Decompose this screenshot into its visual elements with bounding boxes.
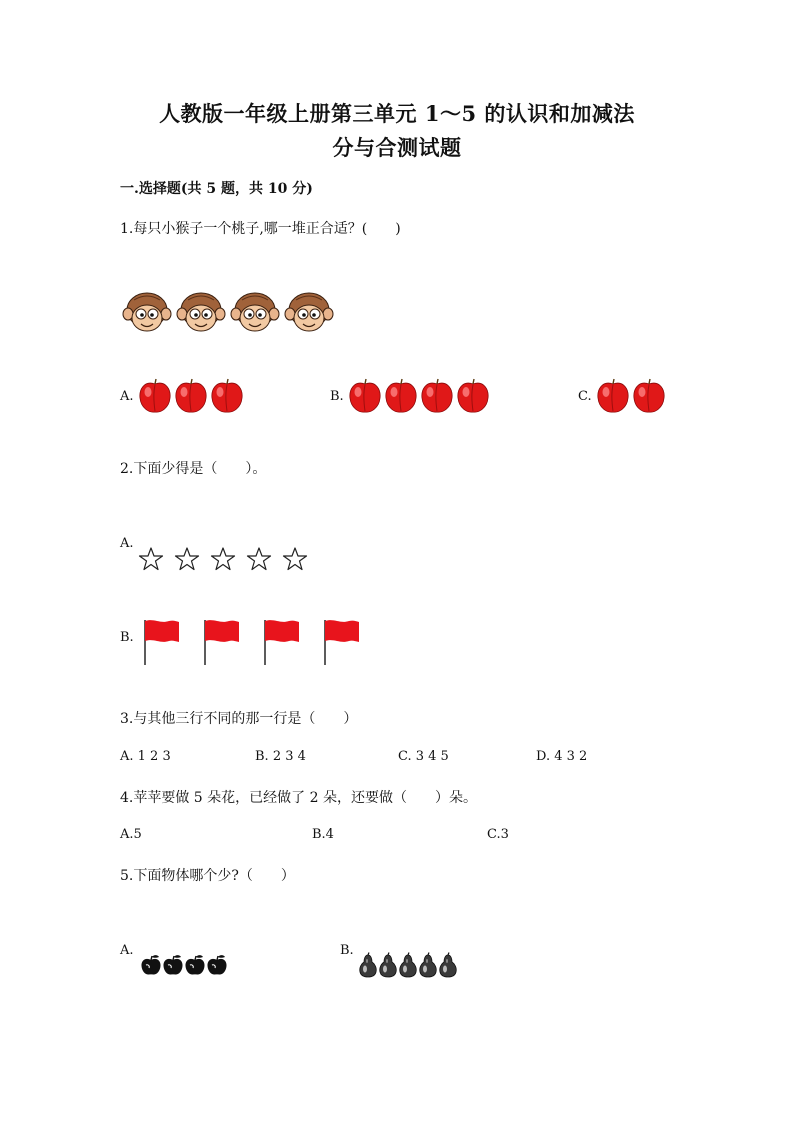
pear-icon — [378, 952, 398, 978]
pear-icon — [358, 952, 378, 978]
star-icon — [174, 546, 200, 572]
q5-option-a-label[interactable]: A. — [120, 943, 134, 958]
q4-option-b[interactable]: B.4 — [312, 827, 334, 842]
q2-option-b-label[interactable]: B. — [120, 630, 134, 645]
peach-icon — [632, 378, 666, 414]
peach-icon — [210, 378, 244, 414]
q3-option-a[interactable]: A. 1 2 3 — [120, 749, 171, 764]
q3-option-b[interactable]: B. 2 3 4 — [255, 749, 306, 764]
flag-icon — [262, 618, 300, 666]
star-icon — [138, 546, 164, 572]
page-title: 人教版一年级上册第三单元 1～5 的认识和加减法 — [159, 101, 635, 126]
q1-option-c[interactable] — [578, 378, 666, 414]
peach-icon — [174, 378, 208, 414]
apple-icon — [206, 954, 228, 976]
pear-icon — [398, 952, 418, 978]
peach-icon — [456, 378, 490, 414]
option-label: C. — [578, 388, 592, 404]
monkey-row — [122, 290, 334, 334]
peach-icon — [596, 378, 630, 414]
question-4: 4.苹苹要做 5 朵花，已经做了 2 朵，还要做（ ）朵。 — [120, 790, 477, 806]
peach-group-a — [138, 378, 244, 414]
q1-option-b[interactable] — [330, 378, 490, 414]
q3-option-c[interactable]: C. 3 4 5 — [398, 749, 449, 764]
page-subtitle: 分与合测试题 — [332, 135, 462, 160]
q3-option-d[interactable]: D. 4 3 2 — [536, 749, 588, 764]
monkey-icon — [284, 290, 334, 334]
flag-row — [142, 618, 360, 666]
star-icon — [282, 546, 308, 572]
peach-icon — [384, 378, 418, 414]
monkey-icon — [176, 290, 226, 334]
q5-option-b-label[interactable]: B. — [340, 943, 354, 958]
flag-icon — [202, 618, 240, 666]
q4-option-c[interactable]: C.3 — [487, 827, 509, 842]
apple-icon — [162, 954, 184, 976]
q1-option-a[interactable] — [120, 378, 244, 414]
q4-option-a[interactable]: A.5 — [120, 827, 142, 842]
peach-group-b — [348, 378, 490, 414]
peach-group-c — [596, 378, 666, 414]
monkey-icon — [230, 290, 280, 334]
peach-icon — [138, 378, 172, 414]
option-label: B. — [330, 388, 344, 404]
pear-icon — [418, 952, 438, 978]
question-2: 2.下面少得是（ ）。 — [120, 461, 267, 477]
question-3: 3.与其他三行不同的那一行是（ ） — [120, 711, 358, 727]
pear-icon — [438, 952, 458, 978]
peach-icon — [420, 378, 454, 414]
section-heading: 一.选择题(共 5 题，共 10 分) — [120, 181, 313, 197]
pear-row — [358, 952, 458, 978]
star-icon — [210, 546, 236, 572]
star-icon — [246, 546, 272, 572]
peach-icon — [348, 378, 382, 414]
flag-icon — [142, 618, 180, 666]
flag-icon — [322, 618, 360, 666]
monkey-icon — [122, 290, 172, 334]
question-5: 5.下面物体哪个少?（ ） — [120, 868, 295, 884]
q2-option-a-label[interactable]: A. — [120, 536, 134, 551]
apple-row — [140, 954, 228, 976]
apple-icon — [140, 954, 162, 976]
apple-icon — [184, 954, 206, 976]
star-row — [138, 546, 308, 572]
question-1: 1.每只小猴子一个桃子,哪一堆正合适？( ) — [120, 221, 401, 237]
option-label: A. — [120, 388, 134, 404]
